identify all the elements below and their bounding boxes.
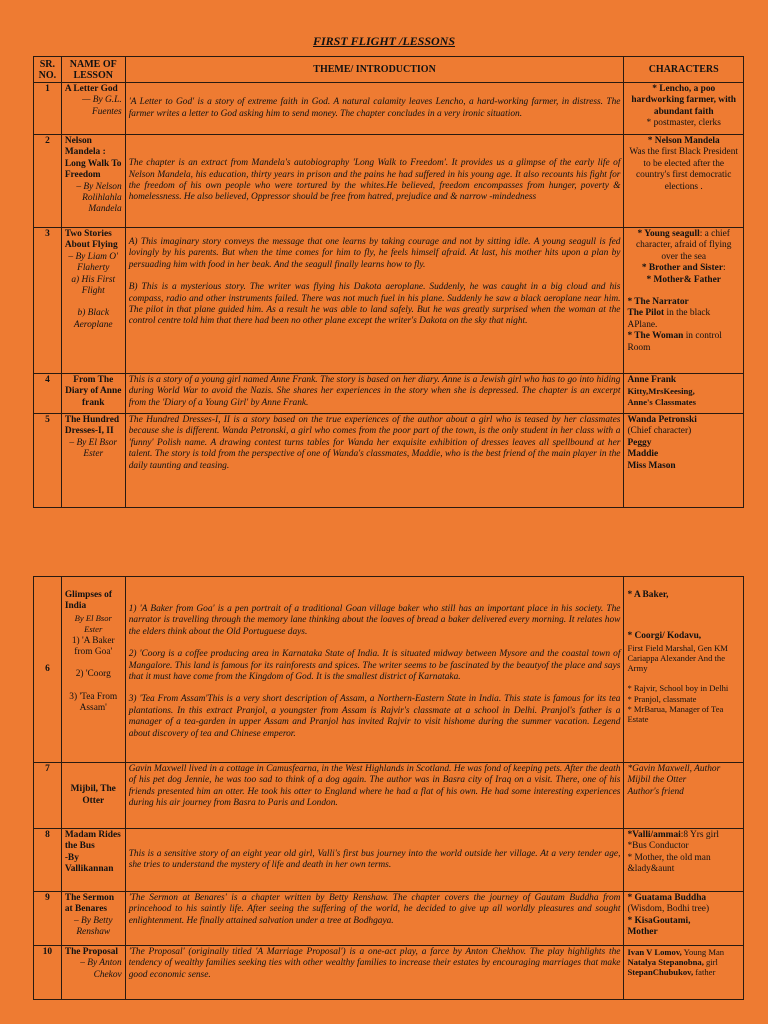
lesson-title: The Hundred Dresses-I, II (64, 415, 120, 437)
lesson-title: The Proposal (64, 947, 119, 957)
table-header-row (34, 57, 744, 83)
character: * Coorgi/ Kodavu, (627, 631, 702, 642)
table-row (34, 374, 744, 414)
lesson-characters (624, 763, 744, 829)
lesson-author: By El Bsor Ester (74, 612, 112, 635)
theme-part-1: 1) 'A Baker from Goa' is a pen portrait of a traditional Goan village baker who still has an important place in his society. The narrator is travelling through the memory lane thinking about the loaves of bread a baker delivered every morning. It relates how the elders think about the Old Portuguese days. (128, 604, 621, 637)
character: * Young seagull (637, 229, 700, 239)
row-sr: 5 (34, 414, 62, 508)
lesson-characters (624, 135, 744, 228)
character: * postmaster, clerks (646, 118, 721, 129)
character: Peggy (627, 437, 652, 448)
character: * Nelson Mandela (647, 136, 720, 146)
header-theme: THEME/ INTRODUCTION (125, 57, 624, 83)
lesson-author: — By G.L. Fuentes (82, 95, 122, 117)
character: *Valli/ammai (627, 830, 681, 840)
lesson-characters (624, 946, 744, 1000)
table-row (34, 83, 744, 135)
character: Ivan V Lomov, (627, 947, 682, 957)
character: StepanChubukov, (627, 967, 694, 978)
character: Was the first Black President to be elected after the country's first democratic elections . (629, 147, 739, 192)
lesson-theme (125, 577, 624, 763)
row-sr: 6 (34, 577, 62, 763)
character: * The Woman (627, 331, 684, 342)
table-row (34, 892, 744, 946)
lesson-title: Nelson Mandela : Long Walk To Freedom (64, 136, 122, 181)
row-sr: 1 (34, 83, 62, 135)
character: Mother (627, 927, 658, 938)
lesson-characters (624, 892, 744, 946)
lesson-author: – By Betty Renshaw (73, 915, 113, 938)
table-row (34, 135, 744, 228)
character-desc: girl (703, 957, 718, 968)
header-name: NAME OF LESSON (61, 57, 125, 83)
table-row (34, 414, 744, 508)
lesson-author: – By Liam O' Flaherty (68, 251, 119, 274)
lessons-table-2 (33, 576, 744, 1000)
lesson-characters (624, 83, 744, 135)
lesson-theme: 'The Proposal' (originally titled 'A Marriage Proposal') is a one-act play, a farce by Anton Chekhov. The play highlights the tendency of wealthy families seeking ties with other wealthy families to increase their estates by encouraging marriages that make good economic sense. (125, 946, 624, 1000)
lesson-theme: 'A Letter to God' is a story of extreme faith in God. A natural calamity leaves Lencho, a hard-working farmer, in distress. The farmer writes a letter to God asking him to send money. The chapter concludes in a very ironic situation. (125, 83, 624, 135)
lesson-author: – By Anton Chekov (80, 958, 122, 980)
character: Mijbil the Otter (627, 775, 687, 786)
character-desc: :8 Yrs girl (680, 830, 719, 840)
lesson-subpart: 1) 'A Baker from Goa' (71, 635, 115, 658)
table-row (34, 763, 744, 829)
character-desc: Young Man (681, 947, 725, 957)
character: First Field Marshal, Gen KM Cariappa Alexander And the Army (627, 642, 728, 674)
character: Author's friend (627, 786, 684, 797)
lesson-characters (624, 228, 744, 374)
row-sr: 2 (34, 135, 62, 228)
theme-part-2: 2) 'Coorg is a coffee producing area in Karnataka State of India. It is situated midway between Mysore and the coastal town of Mangalore. This land is famous for its rainforests and spices. The writer seems to be fascinated by the beautyof the place and says that it must have come from the Kingdom of God. It is the smallest district of Karnataka. (128, 649, 621, 683)
lesson-theme: The chapter is an extract from Mandela's autobiography 'Long Walk to Freedom'. It provides us a glimpse of the early life of Nelson Mandela, his education, thirty years in prison and the pains he had suffered in his young age. It also recounts his fight for the freedom of his own people who were tortured by the whites.He believed, freedom encompasses from hunger, poverty & homelessness. He also believed, Oppressor should be free from hatred, prejudice and & narrow -mindedness (125, 135, 624, 228)
lesson-name (61, 829, 125, 892)
lesson-title: Glimpses of India (64, 590, 112, 612)
character: * Lencho, a poo hardworking farmer, with abundant faith (631, 84, 737, 117)
character: Kitty,MrsKeesing, (627, 386, 695, 397)
character: * Mother& Father (646, 274, 721, 285)
lesson-theme: The Hundred Dresses-I, II is a story based on the true experiences of the author about a girl who is teased by her classmates because she is different. Wanda Petronski, a girl who comes from the poor part of the town, is the only student in her class with a 'funny' Polish name. A drawing contest turns tables for Wanda her exquisite exhibition of dresses leaves all spellbound at her talent. The story is told from the perspective of one of Wanda's classmates, Maddie, who is the best friend of the main player in the daily taunting and teasing. (125, 414, 624, 508)
lesson-characters (624, 829, 744, 892)
lesson-theme: This is a sensitive story of an eight year old girl, Valli's first bus journey into the world outside her village. At a very tender age, she tries to understand the mystery of life and death in her own terms. (125, 829, 624, 892)
table-row (34, 577, 744, 763)
lesson-subpart: b) Black Aeroplane (73, 308, 113, 330)
character: * Guatama Buddha (627, 893, 707, 903)
character: (Wisdom, Bodhi tree) (627, 904, 710, 915)
character-desc: in the black APlane. (627, 308, 711, 330)
lesson-name (61, 135, 125, 228)
lesson-theme: Gavin Maxwell lived in a cottage in Camusfearna, in the West Highlands in Scotland. He was fond of keeping pets. After the death of his pet dog Jennie, he was too sad to think of a dog again. The author was in Basra city of Iraq on a visit. There, one of his friends presented him an otter. He took his otter to England where he had a flat of his own. He had some interesting experiences during his air journey from Basra to Paris and London. (125, 763, 624, 829)
character: Wanda Petronski (627, 415, 697, 425)
row-sr: 7 (34, 763, 62, 829)
lesson-title: Madam Rides the Bus (64, 830, 121, 852)
lesson-name (61, 577, 125, 763)
character-desc: father (693, 967, 716, 978)
character: * MrBarua, Manager of Tea Estate (627, 703, 724, 725)
character-desc: : (723, 263, 726, 274)
theme-part-a: A) This imaginary story conveys the message that one learns by taking courage and not by sitting idle. A young seagull is fed lovingly by his parents. But when the time comes for him to fly, he feels himself afraid. At last, his mother hits upon a plan by persuading him with food in her beak. And the seagull finally learns how to fly. (128, 237, 621, 270)
table-row (34, 228, 744, 374)
table-row (34, 829, 744, 892)
lesson-author: – By El Bsor Ester (69, 437, 118, 460)
character: * A Baker, (627, 590, 669, 600)
row-sr: 9 (34, 892, 62, 946)
table-row (34, 946, 744, 1000)
lesson-name (61, 83, 125, 135)
lesson-title: Two Stories About Flying (64, 229, 118, 251)
character: Natalya Stepanobna, (627, 957, 704, 968)
header-characters: CHARACTERS (624, 57, 744, 83)
lesson-subpart: 2) 'Coorg (75, 669, 111, 680)
character: * Pranjol, classmate (627, 693, 697, 704)
lesson-author: – By Nelson Rolihlahla Mandela (76, 181, 122, 215)
lesson-theme: 'The Sermon at Benares' is a chapter written by Betty Renshaw. The chapter covers the journey of Gautam Buddha from princehood to his saintly life. After seeing the suffering of the world, he decided to give up all worldly pleasures and sought enlightenment. He finally attained salvation under a tree at Bodhgaya. (125, 892, 624, 946)
character: Maddie (627, 449, 659, 460)
lesson-theme (125, 228, 624, 374)
row-sr: 4 (34, 374, 62, 414)
character: * Mother, the old man &lady&aunt (627, 852, 711, 875)
lesson-title: The Sermon at Benares (64, 893, 115, 915)
character: Anne Frank (627, 375, 677, 385)
header-sr: SR. NO. (34, 57, 62, 83)
lesson-title: A Letter God (64, 84, 118, 94)
lesson-theme: This is a story of a young girl named Anne Frank. The story is based on her diary. Anne is a Jewish girl who has to go into hiding during World War to avoid the Nazis. She shares her experiences in the story when she is depressed. The chapter is an excerpt from the 'Diary of a Young Girl' by Anne Frank. (125, 374, 624, 414)
character-desc: : a chief character, afraid of flying over the sea (636, 229, 732, 262)
lesson-characters (624, 414, 744, 508)
lesson-characters (624, 577, 744, 763)
page-title: FIRST FLIGHT /LESSONS (312, 34, 456, 48)
row-sr: 3 (34, 228, 62, 374)
theme-part-b: B) This is a mysterious story. The writer was flying his Dakota aeroplane. Suddenly, he was caught in a big cloud and his compass, radio and other instruments failed. There was not much fuel in his plane. Suddenly he saw a black aeroplane near him. The pilot in that plane guided him. As a result he was able to land safely. But he was greatly surprised when the woman at the control centre told him that there had been no other plane except the writer's Dakota on the sky that night. (128, 282, 621, 327)
character-desc: in control Room (627, 331, 722, 353)
theme-part-3: 3) 'Tea From Assam'This is a very short description of Assam, a Northern-Eastern State in India. This state is famous for its tea plantations. In this extract Pranjol, a youngster from Assam is Rajvir's classmate at a school in Delhi. Pranjol's father is a manager of a tea-garden in upper Assam and Pranjol has invited Rajvir to visit hishome during the summer vacation. Legend about discovery of tea and Chinese emperor. (128, 694, 621, 739)
lessons-table-1 (33, 56, 744, 508)
character: * KisaGoutami, (627, 915, 691, 926)
lesson-name (61, 228, 125, 374)
character: (Chief character) (627, 426, 692, 437)
lesson-name (61, 892, 125, 946)
lesson-name (61, 414, 125, 508)
character: Anne's Classmates (627, 396, 696, 407)
character: * Rajvir, School boy in Delhi (627, 683, 729, 694)
character: *Bus Conductor (627, 841, 689, 852)
lesson-subpart: 3) 'Tea From Assam' (69, 691, 118, 714)
lesson-author: -By Vallikannan (64, 852, 114, 875)
character: The Pilot (627, 308, 665, 319)
lesson-name: Mijbil, The Otter (61, 763, 125, 829)
lesson-characters (624, 374, 744, 414)
lesson-subpart: a) His First Flight (71, 274, 116, 297)
row-sr: 8 (34, 829, 62, 892)
character: * Brother and Sister (641, 263, 723, 274)
character: Miss Mason (627, 460, 676, 471)
character: *Gavin Maxwell, Author (627, 764, 721, 774)
character: * The Narrator (627, 297, 689, 308)
row-sr: 10 (34, 946, 62, 1000)
lesson-name: From The Diary of Anne frank (61, 374, 125, 414)
lesson-name (61, 946, 125, 1000)
